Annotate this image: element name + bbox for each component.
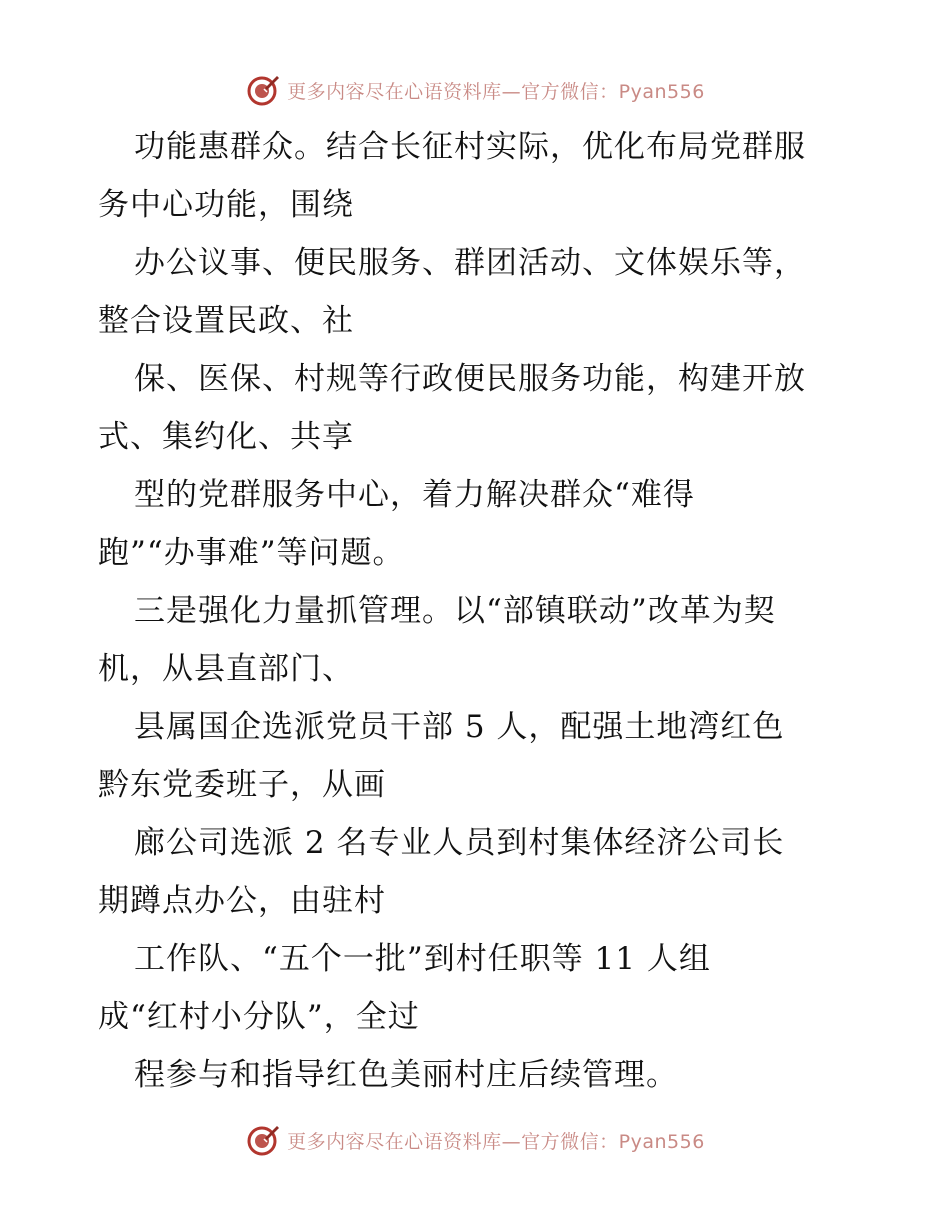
body-line: 机，从县直部门、 bbox=[98, 651, 354, 687]
header-watermark bbox=[0, 70, 950, 110]
body-line: 办公议事、便民服务、群团活动、文体娱乐等， bbox=[134, 245, 806, 281]
document-body bbox=[98, 118, 858, 1104]
body-line: 程参与和指导红色美丽村庄后续管理。 bbox=[134, 1057, 678, 1093]
body-line: 工作队、“五个一批”到村任职等 11 人组 bbox=[134, 941, 711, 977]
watermark-text: 更多内容尽在心语资料库—官方微信：Pyan556 bbox=[287, 80, 705, 103]
body-line: 务中心功能，围绕 bbox=[98, 187, 354, 223]
body-line: 成“红村小分队”，全过 bbox=[98, 999, 420, 1035]
body-line: 保、医保、村规等行政便民服务功能，构建开放 bbox=[134, 361, 806, 397]
body-line: 整合设置民政、社 bbox=[98, 303, 354, 339]
body-line: 廊公司选派 2 名专业人员到村集体经济公司长 bbox=[134, 825, 785, 861]
pen-logo-icon bbox=[245, 72, 281, 108]
footer-watermark bbox=[0, 1120, 950, 1160]
body-line: 功能惠群众。结合长征村实际，优化布局党群服 bbox=[134, 129, 806, 165]
body-line: 式、集约化、共享 bbox=[98, 419, 354, 455]
body-line: 黔东党委班子，从画 bbox=[98, 767, 386, 803]
body-line: 跑”“办事难”等问题。 bbox=[98, 535, 405, 571]
body-line: 三是强化力量抓管理。以“部镇联动”改革为契 bbox=[134, 593, 776, 629]
pen-logo-icon bbox=[245, 1122, 281, 1158]
body-line: 县属国企选派党员干部 5 人，配强土地湾红色 bbox=[134, 709, 785, 745]
watermark-text: 更多内容尽在心语资料库—官方微信：Pyan556 bbox=[287, 1130, 705, 1153]
body-line: 型的党群服务中心，着力解决群众“难得 bbox=[134, 477, 695, 513]
body-line: 期蹲点办公，由驻村 bbox=[98, 883, 386, 919]
